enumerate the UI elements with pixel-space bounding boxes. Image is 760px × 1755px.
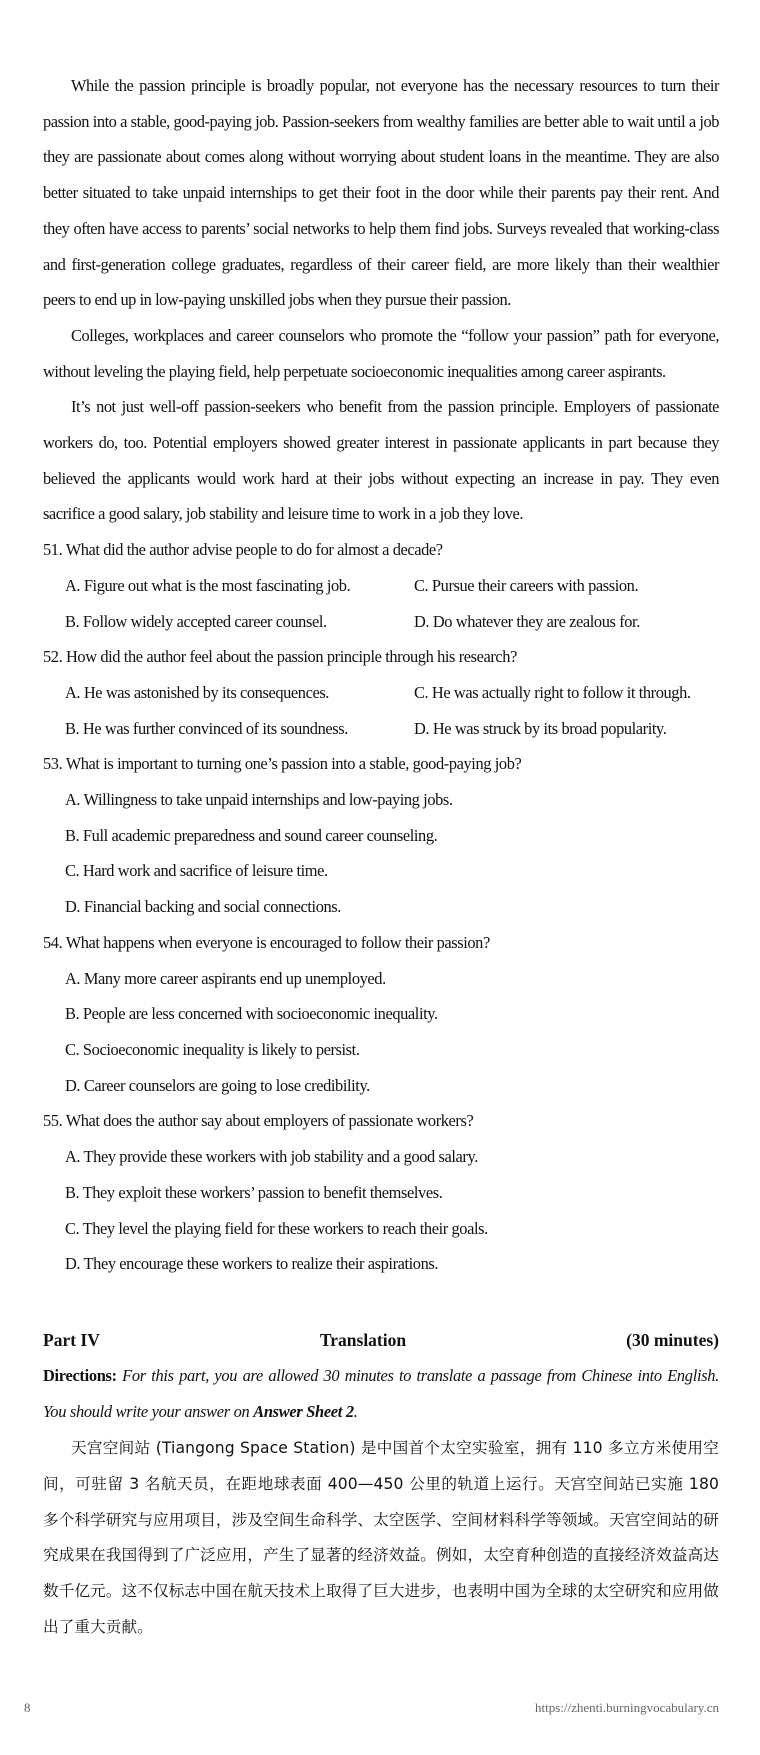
directions-text: For this part, you are allowed 30 minutes to translate a passage from Chinese into English. You should write your answer on [43,1365,719,1421]
part-number: Part IV [43,1329,100,1350]
question-52 [43,639,719,746]
question-stem: 53. What is important to turning one’s passion into a stable, good-paying job? [43,754,522,774]
question-51 [43,532,719,639]
footer-url: https://zhenti.burningvocabulary.cn [535,1700,719,1715]
chinese-passage: 天宫空间站 (Tiangong Space Station) 是中国首个太空实验室，拥有 110 多立方米使用空间，可驻留 3 名航天员，在距地球表面 400—450 公里的轨道上运行。天宫空间站已实施 180 多个科学研究与应用项目，涉及空间生命科学、太空医学、空间材料科学等领域。天宫空间站的研究成果在我国得到了广泛应用，产生了显著的经济效益。例如，太空育种创造的直接经济效益高达数千亿元。这不仅标志中国在航天技术上取得了巨大进步，也表明中国为全球的太空研究和应用做出了重大贡献。 [43,1439,719,1636]
option-c: C. He was actually right to follow it through. [414,682,691,702]
option-d: D. They encourage these workers to realize their aspirations. [65,1254,439,1274]
question-stem: 55. What does the author say about employers of passionate workers? [43,1111,474,1131]
option-a: A. They provide these workers with job stability and a good salary. [65,1147,478,1167]
option-b: B. He was further convinced of its soundness. [65,718,348,738]
option-a: A. He was astonished by its consequences. [65,682,330,702]
answer-sheet-ref: Answer Sheet 2 [253,1401,354,1421]
passage-paragraph-1: While the passion principle is broadly popular, not everyone has the necessary resources to turn their passion into a stable, good-paying job. Passion-seekers from wealthy families are better able to wait until a job they are passionate about comes along without worrying about student loans in the meantime. They are also better situated to take unpaid internships to get their foot in the door while their parents pay their rent. And they often have access to parents’ social networks to help them find jobs. Surveys revealed that working-class and first-generation college graduates, regardless of their career field, are more likely than their wealthier peers to end up in low-paying unskilled jobs when they pursue their passion. [43,76,719,310]
directions-end: . [353,1401,358,1421]
question-54 [43,925,719,1104]
option-b: B. People are less concerned with socioeconomic inequality. [65,1004,438,1024]
exam-page [43,68,719,1646]
option-grid [43,675,719,746]
option-a: A. Figure out what is the most fascinating job. [65,575,351,595]
option-c: C. Socioeconomic inequality is likely to persist. [65,1039,360,1059]
part-header [43,1322,719,1358]
directions-label: Directions: [43,1365,117,1385]
option-d: D. Career counselors are going to lose credibility. [65,1075,370,1095]
option-a: A. Willingness to take unpaid internships and low-paying jobs. [65,790,453,810]
option-b: B. They exploit these workers’ passion to benefit themselves. [65,1182,443,1202]
option-b: B. Full academic preparedness and sound career counseling. [65,825,438,845]
page-number: 8 [24,1700,31,1715]
option-d: D. He was struck by its broad popularity. [414,718,667,738]
option-d: D. Financial backing and social connections. [65,897,341,917]
question-stem: 54. What happens when everyone is encouraged to follow their passion? [43,932,490,952]
option-c: C. They level the playing field for these workers to reach their goals. [65,1218,488,1238]
question-stem: 51. What did the author advise people to do for almost a decade? [43,540,443,560]
option-a: A. Many more career aspirants end up unemployed. [65,968,386,988]
option-d: D. Do whatever they are zealous for. [414,611,640,631]
directions [43,1358,719,1429]
passage-paragraph-2: Colleges, workplaces and career counselors who promote the “follow your passion” path for everyone, without leveling the playing field, help perpetuate socioeconomic inequalities among career aspirants. [43,325,719,381]
question-53 [43,746,719,925]
option-c: C. Pursue their careers with passion. [414,575,639,595]
option-grid [43,568,719,639]
option-b: B. Follow widely accepted career counsel. [65,611,327,631]
question-55 [43,1103,719,1282]
part-title: Translation [319,1329,407,1350]
option-c: C. Hard work and sacrifice of leisure time. [65,861,328,881]
question-stem: 52. How did the author feel about the passion principle through his research? [43,647,517,667]
part-time: (30 minutes) [626,1329,719,1350]
passage-paragraph-3: It’s not just well-off passion-seekers who benefit from the passion principle. Employers of passionate workers do, too. Potential employers showed greater interest in passionate applicants in part because they believed the applicants would work hard at their jobs without expecting an increase in pay. They even sacrifice a good salary, job stability and leisure time to work in a job they love. [43,397,719,524]
